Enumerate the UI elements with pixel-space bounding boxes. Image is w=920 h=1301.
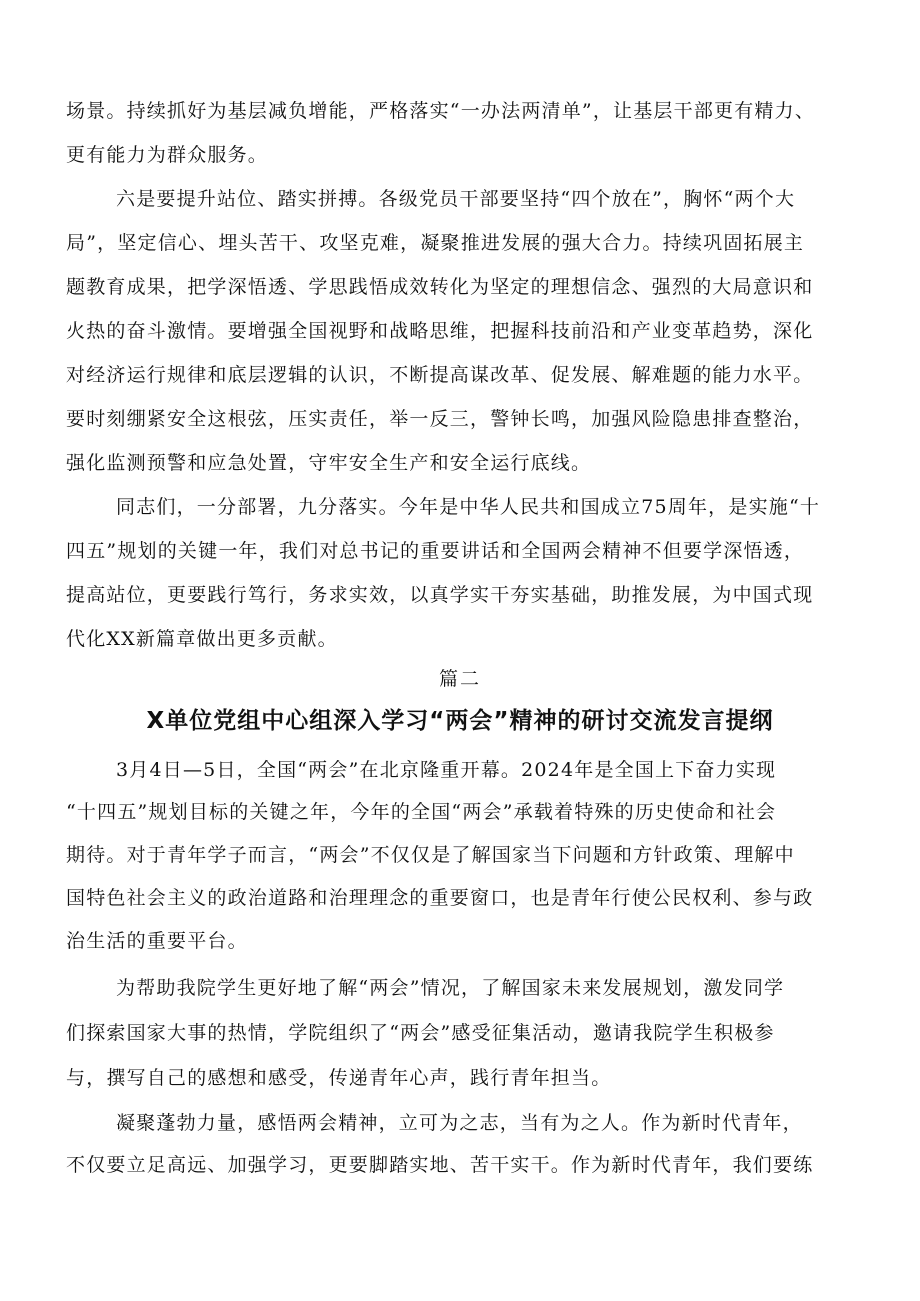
text-line: 国特色社会主义的政治道路和治理理念的重要窗口，也是青年行使公民权利、参与政	[66, 887, 814, 909]
text-line: 题教育成果，把学深悟透、学思践悟成效转化为坚定的理想信念、强烈的大局意识和	[66, 276, 814, 298]
text-line: 强化监测预警和应急处置，守牢安全生产和安全运行底线。	[66, 452, 592, 474]
text-line: 与，撰写自己的感想和感受，传递青年心声，践行青年担当。	[66, 1067, 612, 1089]
text-line: 提高站位，更要践行笃行，务求实效，以真学实干夯实基础，助推发展，为中国式现	[66, 584, 814, 606]
text-line: 要时刻绷紧安全这根弦，压实责任，举一反三，警钟长鸣，加强风险隐患排查整治，	[66, 408, 814, 430]
text-line: 对经济运行规律和底层逻辑的认识，不断提高谋改革、促发展、解难题的能力水平。	[66, 364, 814, 386]
text-line: 同志们，一分部署，九分落实。今年是中华人民共和国成立75周年，是实施“十	[116, 496, 821, 518]
text-line: 为帮助我院学生更好地了解“两会”情况，了解国家未来发展规划，激发同学	[116, 977, 785, 999]
text-line: “十四五”规划目标的关键之年，今年的全国“两会”承载着特殊的历史使命和社会	[66, 801, 777, 823]
text-line: 场景。持续抓好为基层减负增能，严格落实“一办法两清单”，让基层干部更有精力、	[66, 100, 816, 122]
text-line: 局”，坚定信心、埋头苦干、攻坚克难，凝聚推进发展的强大合力。持续巩固拓展主	[66, 232, 805, 254]
text-line: 们探索国家大事的热情，学院组织了“两会”感受征集活动，邀请我院学生积极参	[66, 1022, 775, 1044]
text-line: 代化XX新篇章做出更多贡献。	[66, 628, 338, 650]
text-line: 3月4日—5日，全国“两会”在北京隆重开幕。2024年是全国上下奋力实现	[116, 759, 777, 781]
text-line: 凝聚蓬勃力量，感悟两会精神，立可为之志，当有为之人。作为新时代青年，	[116, 1112, 803, 1134]
text-line: 火热的奋斗激情。要增强全国视野和战略思维，把握科技前沿和产业变革趋势，深化	[66, 320, 814, 342]
section-label: 篇二	[438, 668, 481, 690]
text-line: 更有能力为群众服务。	[66, 144, 269, 166]
text-line: 四五”规划的关键一年，我们对总书记的重要讲话和全国两会精神不但要学深悟透，	[66, 540, 805, 562]
text-line: 六是要提升站位、踏实拼搏。各级党员干部要坚持“四个放在”，胸怀“两个大	[116, 188, 796, 210]
text-line: 治生活的重要平台。	[66, 930, 248, 952]
text-line: 期待。对于青年学子而言，“两会”不仅仅是了解国家当下问题和方针政策、理解中	[66, 844, 795, 866]
document-title: X单位党组中心组深入学习“两会”精神的研讨交流发言提纲	[146, 708, 774, 734]
text-line: 不仅要立足高远、加强学习，更要脚踏实地、苦干实干。作为新时代青年，我们要练	[66, 1154, 814, 1176]
